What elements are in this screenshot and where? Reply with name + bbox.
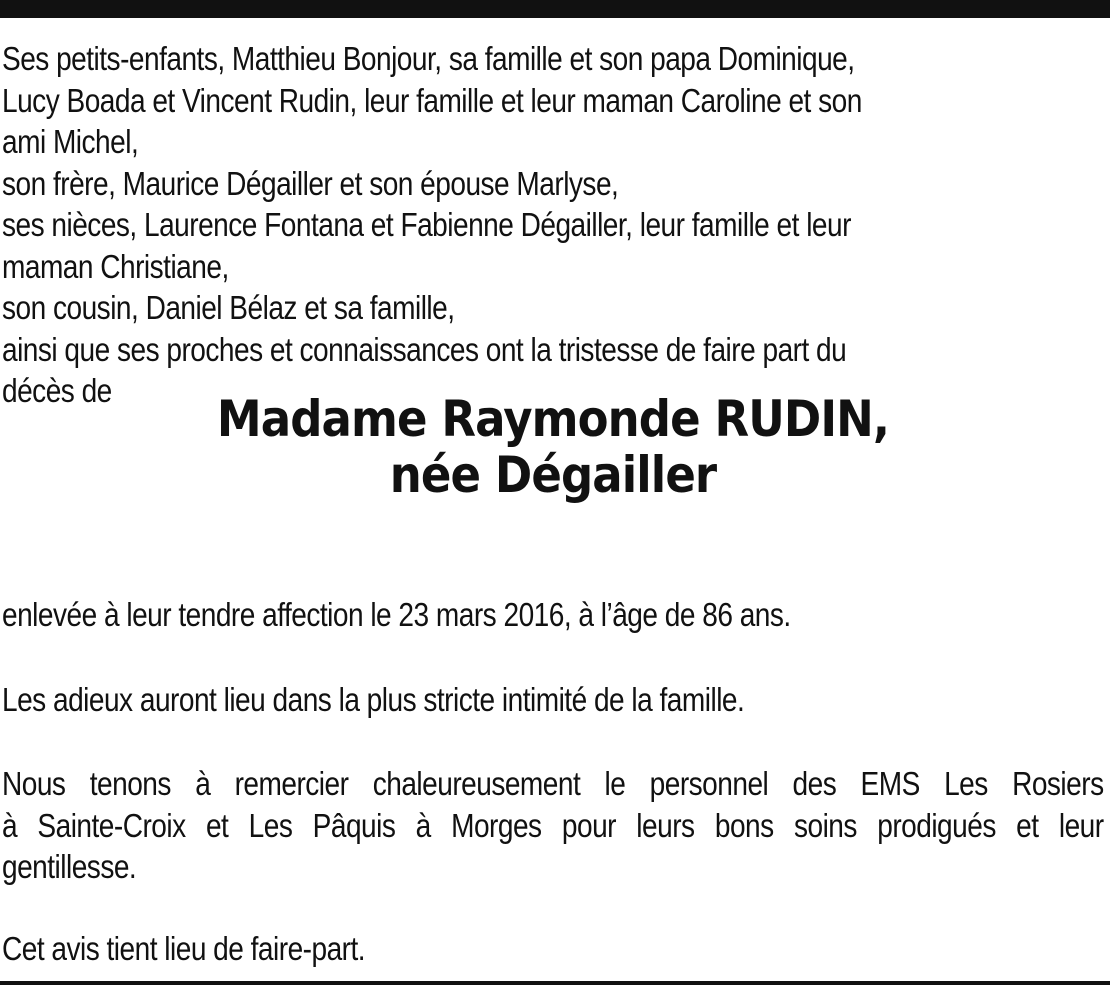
family-line: maman Christiane, — [2, 247, 229, 285]
family-line: Lucy Boada et Vincent Rudin, leur famille et leur maman Caroline et son — [2, 81, 862, 119]
family-line: ses nièces, Laurence Fontana et Fabienne Dégailler, leur famille et leur — [2, 206, 851, 243]
family-line: ami Michel, — [2, 123, 139, 160]
family-line: Ses petits-enfants, Matthieu Bonjour, sa famille et son papa Dominique, — [2, 40, 855, 77]
death-statement: enlevée à leur tendre affection le 23 mars 2016, à l’âge de 86 ans. — [2, 596, 791, 633]
thanks-paragraph — [2, 763, 1104, 888]
bottom-border-rule — [0, 981, 1110, 985]
family-line: son frère, Maurice Dégailler et son épouse Marlyse, — [2, 164, 619, 202]
thanks-line: Nous tenons à remercier chaleureusement le personnel des EMS Les Rosiers — [2, 765, 1104, 802]
family-line: son cousin, Daniel Bélaz et sa famille, — [2, 289, 455, 326]
notice-statement: Cet avis tient lieu de faire-part. — [2, 930, 366, 967]
farewell-statement: Les adieux auront lieu dans la plus stricte intimité de la famille. — [2, 681, 745, 718]
thanks-line: gentillesse. — [2, 848, 137, 885]
obituary-family-announcement — [2, 38, 1102, 412]
deceased-name-block — [0, 391, 1106, 503]
family-list — [2, 38, 1102, 412]
family-line: décès de — [2, 372, 112, 409]
family-line: ainsi que ses proches et connaissances ont la tristesse de faire part du — [2, 330, 847, 368]
thanks-line: à Sainte-Croix et Les Pâquis à Morges pour leurs bons soins prodigués et leur — [2, 806, 1104, 844]
deceased-name: Madame Raymonde RUDIN, — [216, 390, 890, 448]
top-border-rule — [0, 0, 1110, 18]
deceased-maiden-name: née Dégailler — [389, 446, 717, 504]
